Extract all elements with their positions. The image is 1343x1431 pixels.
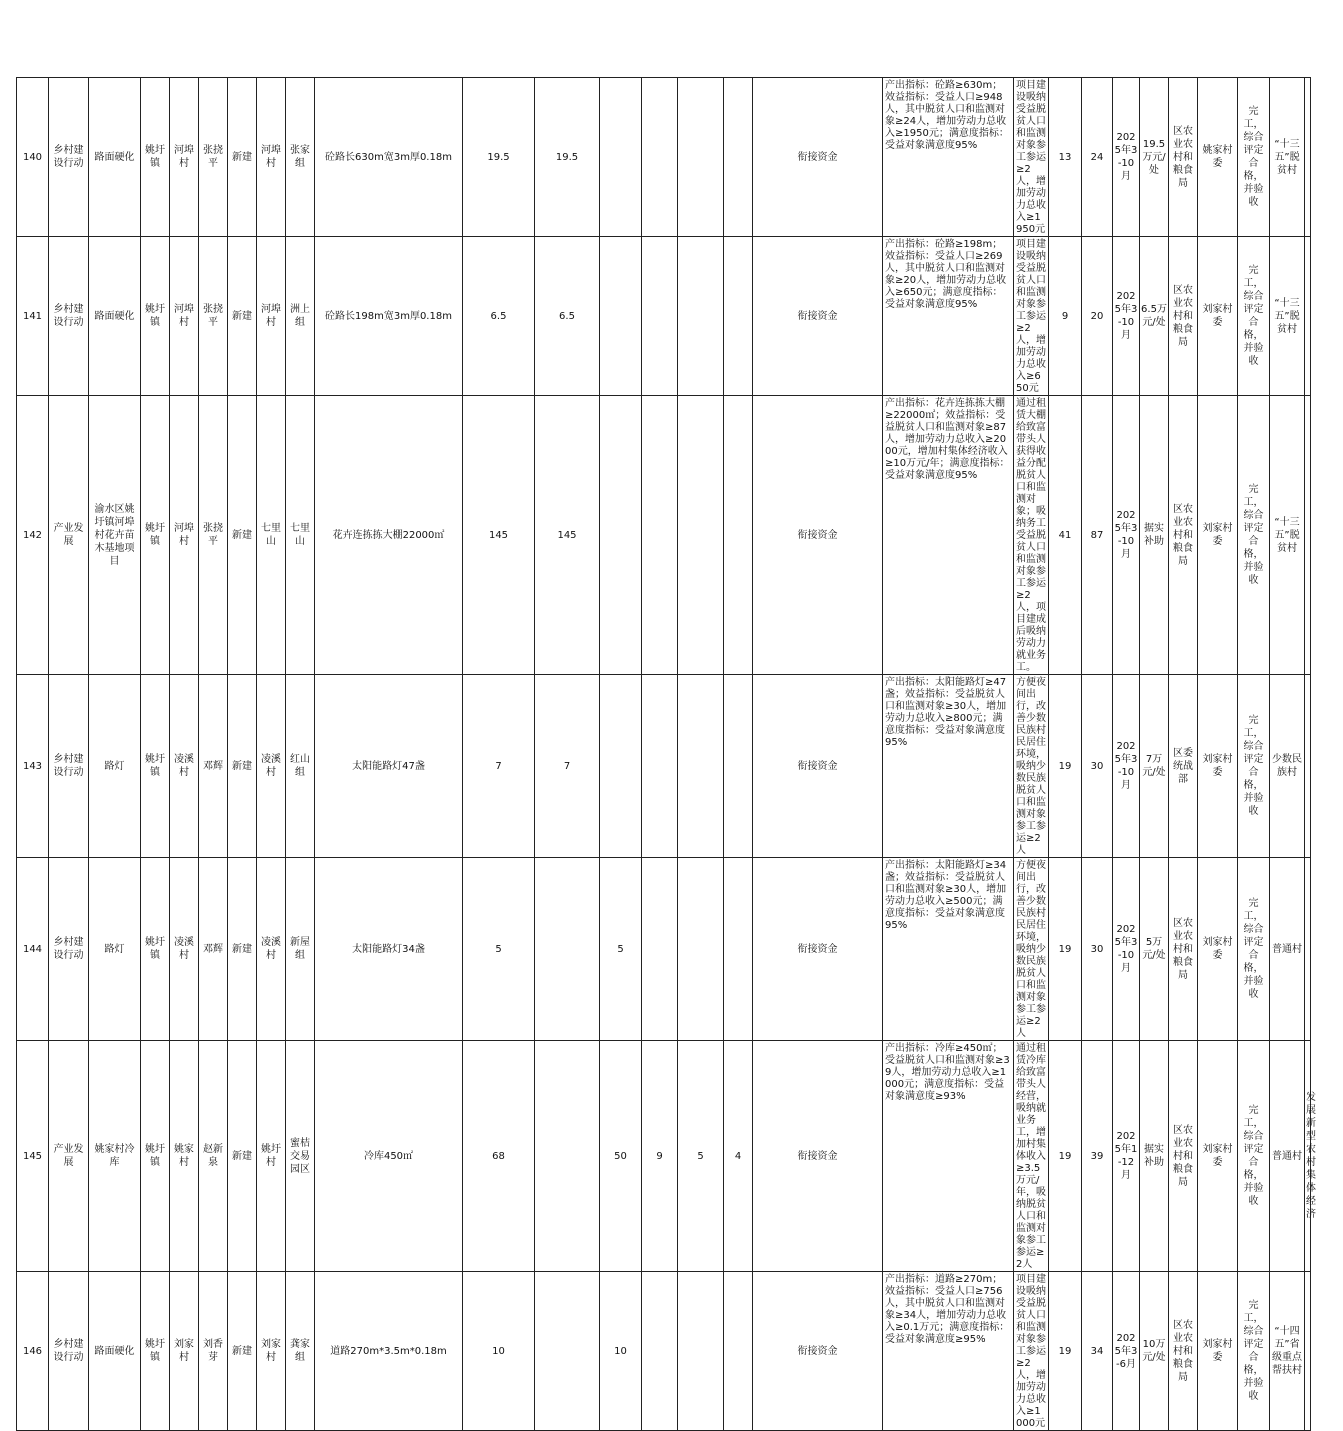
person-cell: 张挠平 — [199, 237, 228, 396]
fund-4-cell — [678, 237, 724, 396]
fund-1-cell: 6.5 — [535, 237, 600, 396]
owner-cell: 姚家村委 — [1198, 78, 1238, 237]
fund-source-cell: 衔接资金 — [753, 1272, 883, 1431]
output-target-cell: 产出指标：道路≥270m；效益指标：受益人口≥756人，其中脱贫人口和监测对象≥34人，增加劳动力总收入≥0.1万元；满意度指标：受益对象满意度≥95% — [883, 1272, 1014, 1431]
remark-cell — [1305, 858, 1311, 1041]
village-cell: 姚家村 — [170, 1041, 199, 1272]
content-cell: 砼路长630m宽3m厚0.18m — [315, 78, 463, 237]
fund-1-cell — [535, 1272, 600, 1431]
project-name-cell: 路面硬化 — [89, 78, 141, 237]
village-cell: 河埠村 — [170, 78, 199, 237]
village-type-cell: “十三五”脱贫村 — [1270, 237, 1305, 396]
village-type-cell: 普通村 — [1270, 1041, 1305, 1272]
benefit-mechanism-cell: 项目建设吸纳受益脱贫人口和监测对象参工参运≥2人，增加劳动力总收入≥1950元 — [1014, 78, 1049, 237]
table-row — [17, 675, 1311, 858]
fund-4-cell — [678, 396, 724, 675]
benefit-mechanism-cell: 项目建设吸纳受益脱贫人口和监测对象参工参运≥2人，增加劳动力总收入≥650元 — [1014, 237, 1049, 396]
table-row — [17, 858, 1311, 1041]
total-fund-cell: 6.5 — [463, 237, 535, 396]
fund-source-cell: 衔接资金 — [753, 237, 883, 396]
project-name-cell: 路灯 — [89, 858, 141, 1041]
type-cell: 新建 — [228, 1041, 257, 1272]
owner-cell: 刘家村委 — [1198, 237, 1238, 396]
fund-1-cell: 19.5 — [535, 78, 600, 237]
location-village-cell: 刘家村 — [257, 1272, 286, 1431]
fund-1-cell — [535, 1041, 600, 1272]
fund-5-cell — [724, 1272, 753, 1431]
fund-2-cell — [600, 675, 642, 858]
households-cell: 19 — [1049, 1041, 1082, 1272]
town-cell: 姚圩镇 — [141, 237, 170, 396]
content-cell: 冷库450㎡ — [315, 1041, 463, 1272]
remark-cell — [1305, 237, 1311, 396]
village-cell: 河埠村 — [170, 396, 199, 675]
dept-cell: 区农业农村和粮食局 — [1169, 1272, 1198, 1431]
fund-2-cell: 5 — [600, 858, 642, 1041]
project-name-cell: 姚家村冷库 — [89, 1041, 141, 1272]
project-name-cell: 路面硬化 — [89, 1272, 141, 1431]
population-cell: 30 — [1082, 675, 1113, 858]
category-cell: 乡村建设行动 — [49, 675, 89, 858]
acceptance-cell: 完工，综合评定合格，并验收 — [1238, 237, 1270, 396]
remark-cell — [1305, 1272, 1311, 1431]
fund-4-cell — [678, 858, 724, 1041]
fund-3-cell — [642, 78, 678, 237]
households-cell: 9 — [1049, 237, 1082, 396]
population-cell: 39 — [1082, 1041, 1113, 1272]
row-id: 141 — [17, 237, 49, 396]
subsidy-cell: 据实补助 — [1140, 1041, 1169, 1272]
fund-source-cell: 衔接资金 — [753, 78, 883, 237]
owner-cell: 刘家村委 — [1198, 675, 1238, 858]
output-target-cell: 产出指标：花卉连拣拣大棚≥22000㎡；效益指标：受益脱贫人口和监测对象≥87人，增加劳动力总收入≥2000元，增加村集体经济收入≥10万元/年；满意度指标：受益对象满意度95% — [883, 396, 1014, 675]
type-cell: 新建 — [228, 237, 257, 396]
row-id: 140 — [17, 78, 49, 237]
fund-source-cell: 衔接资金 — [753, 675, 883, 858]
location-group-cell: 蜜桔交易园区 — [286, 1041, 315, 1272]
total-fund-cell: 5 — [463, 858, 535, 1041]
village-type-cell: “十三五”脱贫村 — [1270, 396, 1305, 675]
content-cell: 太阳能路灯47盏 — [315, 675, 463, 858]
remark-cell: 发展新型农村集体经济 — [1305, 1041, 1311, 1272]
fund-1-cell — [535, 858, 600, 1041]
total-fund-cell: 68 — [463, 1041, 535, 1272]
category-cell: 乡村建设行动 — [49, 858, 89, 1041]
location-village-cell: 凌溪村 — [257, 675, 286, 858]
dept-cell: 区农业农村和粮食局 — [1169, 1041, 1198, 1272]
acceptance-cell: 完工，综合评定合格，并验收 — [1238, 78, 1270, 237]
location-group-cell: 洲上组 — [286, 237, 315, 396]
table-row — [17, 396, 1311, 675]
village-cell: 刘家村 — [170, 1272, 199, 1431]
owner-cell: 刘家村委 — [1198, 1272, 1238, 1431]
households-cell: 13 — [1049, 78, 1082, 237]
location-village-cell: 姚圩村 — [257, 1041, 286, 1272]
period-cell: 2025年1-12月 — [1113, 1041, 1140, 1272]
output-target-cell: 产出指标：砼路≥198m；效益指标：受益人口≥269人，其中脱贫人口和监测对象≥20人，增加劳动力总收入≥650元；满意度指标：受益对象满意度95% — [883, 237, 1014, 396]
benefit-mechanism-cell: 方便夜间出行，改善少数民族村民居住环境，吸纳少数民族脱贫人口和监测对象参工参运≥2人 — [1014, 858, 1049, 1041]
dept-cell: 区农业农村和粮食局 — [1169, 858, 1198, 1041]
town-cell: 姚圩镇 — [141, 396, 170, 675]
subsidy-cell: 据实补助 — [1140, 396, 1169, 675]
location-group-cell: 张家组 — [286, 78, 315, 237]
type-cell: 新建 — [228, 396, 257, 675]
person-cell: 刘香芽 — [199, 1272, 228, 1431]
village-cell: 凌溪村 — [170, 858, 199, 1041]
acceptance-cell: 完工，综合评定合格，并验收 — [1238, 396, 1270, 675]
period-cell: 2025年3-10月 — [1113, 858, 1140, 1041]
content-cell: 花卉连拣拣大棚22000㎡ — [315, 396, 463, 675]
fund-1-cell: 145 — [535, 396, 600, 675]
fund-3-cell: 9 — [642, 1041, 678, 1272]
fund-5-cell — [724, 237, 753, 396]
subsidy-cell: 7万元/处 — [1140, 675, 1169, 858]
content-cell: 道路270m*3.5m*0.18m — [315, 1272, 463, 1431]
fund-3-cell — [642, 675, 678, 858]
period-cell: 2025年3-10月 — [1113, 675, 1140, 858]
fund-5-cell — [724, 675, 753, 858]
total-fund-cell: 145 — [463, 396, 535, 675]
town-cell: 姚圩镇 — [141, 675, 170, 858]
fund-1-cell: 7 — [535, 675, 600, 858]
location-village-cell: 凌溪村 — [257, 858, 286, 1041]
period-cell: 2025年3-10月 — [1113, 78, 1140, 237]
total-fund-cell: 19.5 — [463, 78, 535, 237]
fund-4-cell — [678, 675, 724, 858]
fund-3-cell — [642, 858, 678, 1041]
dept-cell: 区农业农村和粮食局 — [1169, 237, 1198, 396]
benefit-mechanism-cell: 通过租赁冷库给致富带头人经营，吸纳就业务工，增加村集体收入≥3.5万元/年，吸纳脱贫人口和监测对象参工参运≥2人 — [1014, 1041, 1049, 1272]
households-cell: 19 — [1049, 1272, 1082, 1431]
fund-2-cell: 10 — [600, 1272, 642, 1431]
project-name-cell: 路面硬化 — [89, 237, 141, 396]
village-type-cell: 少数民族村 — [1270, 675, 1305, 858]
category-cell: 乡村建设行动 — [49, 237, 89, 396]
town-cell: 姚圩镇 — [141, 78, 170, 237]
subsidy-cell: 19.5万元/处 — [1140, 78, 1169, 237]
owner-cell: 刘家村委 — [1198, 396, 1238, 675]
type-cell: 新建 — [228, 858, 257, 1041]
acceptance-cell: 完工，综合评定合格，并验收 — [1238, 1272, 1270, 1431]
town-cell: 姚圩镇 — [141, 1272, 170, 1431]
fund-5-cell — [724, 78, 753, 237]
remark-cell — [1305, 78, 1311, 237]
fund-3-cell — [642, 237, 678, 396]
person-cell: 赵新泉 — [199, 1041, 228, 1272]
population-cell: 87 — [1082, 396, 1113, 675]
category-cell: 产业发展 — [49, 1041, 89, 1272]
dept-cell: 区农业农村和粮食局 — [1169, 78, 1198, 237]
output-target-cell: 产出指标：冷库≥450㎡；受益脱贫人口和监测对象≥39人，增加劳动力总收入≥1000元；满意度指标：受益对象满意度≥93% — [883, 1041, 1014, 1272]
fund-2-cell — [600, 237, 642, 396]
acceptance-cell: 完工，综合评定合格，并验收 — [1238, 1041, 1270, 1272]
fund-3-cell — [642, 396, 678, 675]
location-group-cell: 新屋组 — [286, 858, 315, 1041]
fund-5-cell — [724, 396, 753, 675]
village-type-cell: “十三五”脱贫村 — [1270, 78, 1305, 237]
fund-5-cell: 4 — [724, 1041, 753, 1272]
table-row — [17, 1041, 1311, 1272]
type-cell: 新建 — [228, 1272, 257, 1431]
person-cell: 张挠平 — [199, 78, 228, 237]
fund-source-cell: 衔接资金 — [753, 858, 883, 1041]
population-cell: 20 — [1082, 237, 1113, 396]
output-target-cell: 产出指标：太阳能路灯≥34盏；效益指标：受益脱贫人口和监测对象≥30人，增加劳动力总收入≥500元；满意度指标：受益对象满意度95% — [883, 858, 1014, 1041]
acceptance-cell: 完工，综合评定合格，并验收 — [1238, 675, 1270, 858]
project-name-cell: 渝水区姚圩镇河埠村花卉苗木基地项目 — [89, 396, 141, 675]
row-id: 142 — [17, 396, 49, 675]
period-cell: 2025年3-10月 — [1113, 237, 1140, 396]
fund-4-cell — [678, 78, 724, 237]
row-id: 145 — [17, 1041, 49, 1272]
location-group-cell: 红山组 — [286, 675, 315, 858]
owner-cell: 刘家村委 — [1198, 858, 1238, 1041]
fund-source-cell: 衔接资金 — [753, 396, 883, 675]
fund-2-cell — [600, 78, 642, 237]
fund-3-cell — [642, 1272, 678, 1431]
fund-5-cell — [724, 858, 753, 1041]
subsidy-cell: 10万元/处 — [1140, 1272, 1169, 1431]
fund-4-cell: 5 — [678, 1041, 724, 1272]
table-row — [17, 78, 1311, 237]
location-group-cell: 龚家组 — [286, 1272, 315, 1431]
project-table — [16, 77, 1316, 1431]
content-cell: 太阳能路灯34盏 — [315, 858, 463, 1041]
type-cell: 新建 — [228, 78, 257, 237]
location-group-cell: 七里山 — [286, 396, 315, 675]
benefit-mechanism-cell: 方便夜间出行，改善少数民族村民居住环境，吸纳少数民族脱贫人口和监测对象参工参运≥2人 — [1014, 675, 1049, 858]
households-cell: 19 — [1049, 675, 1082, 858]
category-cell: 乡村建设行动 — [49, 1272, 89, 1431]
row-id: 146 — [17, 1272, 49, 1431]
population-cell: 30 — [1082, 858, 1113, 1041]
table-row — [17, 1272, 1311, 1431]
total-fund-cell: 10 — [463, 1272, 535, 1431]
location-village-cell: 河埠村 — [257, 78, 286, 237]
content-cell: 砼路长198m宽3m厚0.18m — [315, 237, 463, 396]
type-cell: 新建 — [228, 675, 257, 858]
fund-2-cell — [600, 396, 642, 675]
benefit-mechanism-cell: 通过租赁大棚给致富带头人获得收益分配脱贫人口和监测对象；吸纳务工受益脱贫人口和监测对象参工参运≥2人，项目建成后吸纳劳动力就业务工。 — [1014, 396, 1049, 675]
village-cell: 凌溪村 — [170, 675, 199, 858]
row-id: 144 — [17, 858, 49, 1041]
benefit-mechanism-cell: 项目建设吸纳受益脱贫人口和监测对象参工参运≥2人，增加劳动力总收入≥1000元 — [1014, 1272, 1049, 1431]
town-cell: 姚圩镇 — [141, 858, 170, 1041]
output-target-cell: 产出指标：太阳能路灯≥47盏；效益指标：受益脱贫人口和监测对象≥30人，增加劳动力总收入≥800元；满意度指标：受益对象满意度95% — [883, 675, 1014, 858]
fund-2-cell: 50 — [600, 1041, 642, 1272]
remark-cell — [1305, 675, 1311, 858]
owner-cell: 刘家村委 — [1198, 1041, 1238, 1272]
project-name-cell: 路灯 — [89, 675, 141, 858]
fund-source-cell: 衔接资金 — [753, 1041, 883, 1272]
fund-4-cell — [678, 1272, 724, 1431]
person-cell: 邓辉 — [199, 858, 228, 1041]
town-cell: 姚圩镇 — [141, 1041, 170, 1272]
category-cell: 产业发展 — [49, 396, 89, 675]
village-cell: 河埠村 — [170, 237, 199, 396]
dept-cell: 区委统战部 — [1169, 675, 1198, 858]
row-id: 143 — [17, 675, 49, 858]
population-cell: 24 — [1082, 78, 1113, 237]
location-village-cell: 七里山 — [257, 396, 286, 675]
households-cell: 41 — [1049, 396, 1082, 675]
location-village-cell: 河埠村 — [257, 237, 286, 396]
person-cell: 张挠平 — [199, 396, 228, 675]
period-cell: 2025年3-10月 — [1113, 396, 1140, 675]
period-cell: 2025年3-6月 — [1113, 1272, 1140, 1431]
households-cell: 19 — [1049, 858, 1082, 1041]
subsidy-cell: 6.5万元/处 — [1140, 237, 1169, 396]
person-cell: 邓辉 — [199, 675, 228, 858]
remark-cell — [1305, 396, 1311, 675]
village-type-cell: “十四五”省级重点帮扶村 — [1270, 1272, 1305, 1431]
category-cell: 乡村建设行动 — [49, 78, 89, 237]
total-fund-cell: 7 — [463, 675, 535, 858]
table-row — [17, 237, 1311, 396]
acceptance-cell: 完工，综合评定合格，并验收 — [1238, 858, 1270, 1041]
population-cell: 34 — [1082, 1272, 1113, 1431]
subsidy-cell: 5万元/处 — [1140, 858, 1169, 1041]
dept-cell: 区农业农村和粮食局 — [1169, 396, 1198, 675]
output-target-cell: 产出指标：砼路≥630m；效益指标：受益人口≥948人，其中脱贫人口和监测对象≥24人，增加劳动力总收入≥1950元；满意度指标：受益对象满意度95% — [883, 78, 1014, 237]
village-type-cell: 普通村 — [1270, 858, 1305, 1041]
